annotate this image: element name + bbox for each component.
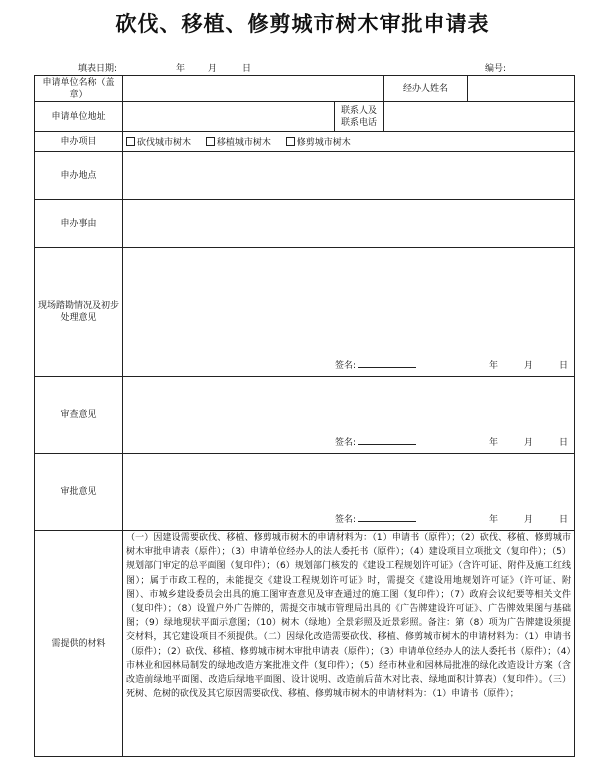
- applicant-unit-label: 申请单位名称（盖章）: [35, 76, 123, 102]
- signature-line: [358, 436, 416, 445]
- contact-field[interactable]: [384, 102, 575, 132]
- signature-label: 签名:: [335, 438, 357, 448]
- checkbox-icon: [126, 137, 135, 146]
- materials-label: 需提供的材料: [35, 531, 123, 757]
- signature-date: [489, 512, 568, 525]
- checkbox-icon: [286, 137, 295, 146]
- fill-date-month: 月: [208, 64, 218, 74]
- approval-label: 审批意见: [35, 454, 123, 531]
- form-title: 砍伐、移植、修剪城市树木审批申请表: [115, 11, 490, 36]
- checkbox-icon: [206, 137, 215, 146]
- materials-text: （一）因建设需要砍伐、移植、修剪城市树木的申请材料为：（1）申请书（原件）；（2）砍伐、移植、修剪城市树木审批申请表（原件）；（3）申请单位经办人的法人委托书（原件）；（4）建设项目立项批文（复印件）；（5）规划部门审定的总平面图（复印件）；（6）规划部门核发的《建设工程规划许可证》（含许可证、附件及施工红线图）；属于市政工程的，未能提交《建设工程规划许可证》时，需提交《建设用地规划许可证》（许可证、附图）、市城乡建设委员会出具的施工图审查意见及审查通过的施工图（复印件）；（7）政府会议纪要等相关文件（复印件）；（8）设置户外广告牌的，需提交市城市管理局出具的《广告牌建设许可证》、广告牌效果图与基础图；（9）绿地现状平面示意图；（10）树木（绿地）全景彩照及近景彩照。备注：第（8）项为广告牌建设须提交材料，其它建设项目不须提供。（二）因绿化改造需要砍伐、移植、修剪城市树木的申请材料为：（1）申请书（原件）；（2）砍伐、移植、修剪城市树木审批申请表（原件）；（3）申请单位经办人的法人委托书（原件）；（4）市林业和园林局制发的绿地改造方案批准文件（复印件）；（5）经市林业和园林局批准的绿化改造设计方案（含改造前绿地平面图、改造后绿地平面图、设计说明、改造前后苗木对比表、绿地面积计算表）（复印件）。（三）死树、危树的砍伐及其它原因需要砍伐、移植、修剪城市树木的申请材料为：（1）申请书（原件）；: [123, 531, 575, 757]
- date-year: 年: [488, 361, 498, 371]
- review-field[interactable]: [123, 377, 575, 454]
- applicant-unit-field[interactable]: [123, 76, 384, 102]
- reason-field[interactable]: [123, 200, 575, 248]
- contact-label: 联系人及联系电话: [335, 102, 384, 132]
- option-transplant-label: 移植城市树木: [216, 138, 271, 148]
- fill-date-year: 年: [176, 64, 186, 74]
- date-month: 月: [523, 515, 533, 525]
- signature-date: [489, 435, 568, 448]
- approval-field[interactable]: [123, 454, 575, 531]
- signature-label: 签名:: [335, 361, 357, 371]
- location-field[interactable]: [123, 152, 575, 200]
- signature-line: [358, 359, 416, 368]
- reason-label: 申办事由: [35, 200, 123, 248]
- date-day: 日: [558, 361, 568, 371]
- signature-area: [335, 512, 416, 525]
- option-prune-label: 修剪城市树木: [296, 138, 351, 148]
- signature-date: [489, 358, 568, 371]
- site-survey-field[interactable]: [123, 248, 575, 377]
- date-day: 日: [558, 438, 568, 448]
- date-year: 年: [488, 515, 498, 525]
- unit-address-field[interactable]: [123, 102, 335, 132]
- application-form-table: [34, 75, 575, 757]
- option-cut-trees[interactable]: [126, 138, 191, 148]
- date-day: 日: [558, 515, 568, 525]
- location-label: 申办地点: [35, 152, 123, 200]
- unit-address-label: 申请单位地址: [35, 102, 123, 132]
- option-cut-label: 砍伐城市树木: [137, 138, 192, 148]
- project-label: 申办项目: [35, 132, 123, 152]
- date-month: 月: [523, 361, 533, 371]
- date-month: 月: [523, 438, 533, 448]
- signature-area: [335, 358, 416, 371]
- number-label: 编号:: [485, 64, 507, 74]
- option-transplant-trees[interactable]: [206, 138, 271, 148]
- signature-line: [358, 513, 416, 522]
- signature-label: 签名:: [335, 515, 357, 525]
- project-options: [123, 132, 575, 152]
- signature-area: [335, 435, 416, 448]
- review-label: 审查意见: [35, 377, 123, 454]
- date-year: 年: [488, 438, 498, 448]
- handler-name-field[interactable]: [468, 76, 575, 102]
- fill-date-label: 填表日期:: [78, 64, 118, 74]
- site-survey-label: 现场踏勘情况及初步处理意见: [35, 248, 123, 377]
- handler-name-label: 经办人姓名: [384, 76, 468, 102]
- option-prune-trees[interactable]: [286, 138, 351, 148]
- fill-date-day: 日: [242, 64, 252, 74]
